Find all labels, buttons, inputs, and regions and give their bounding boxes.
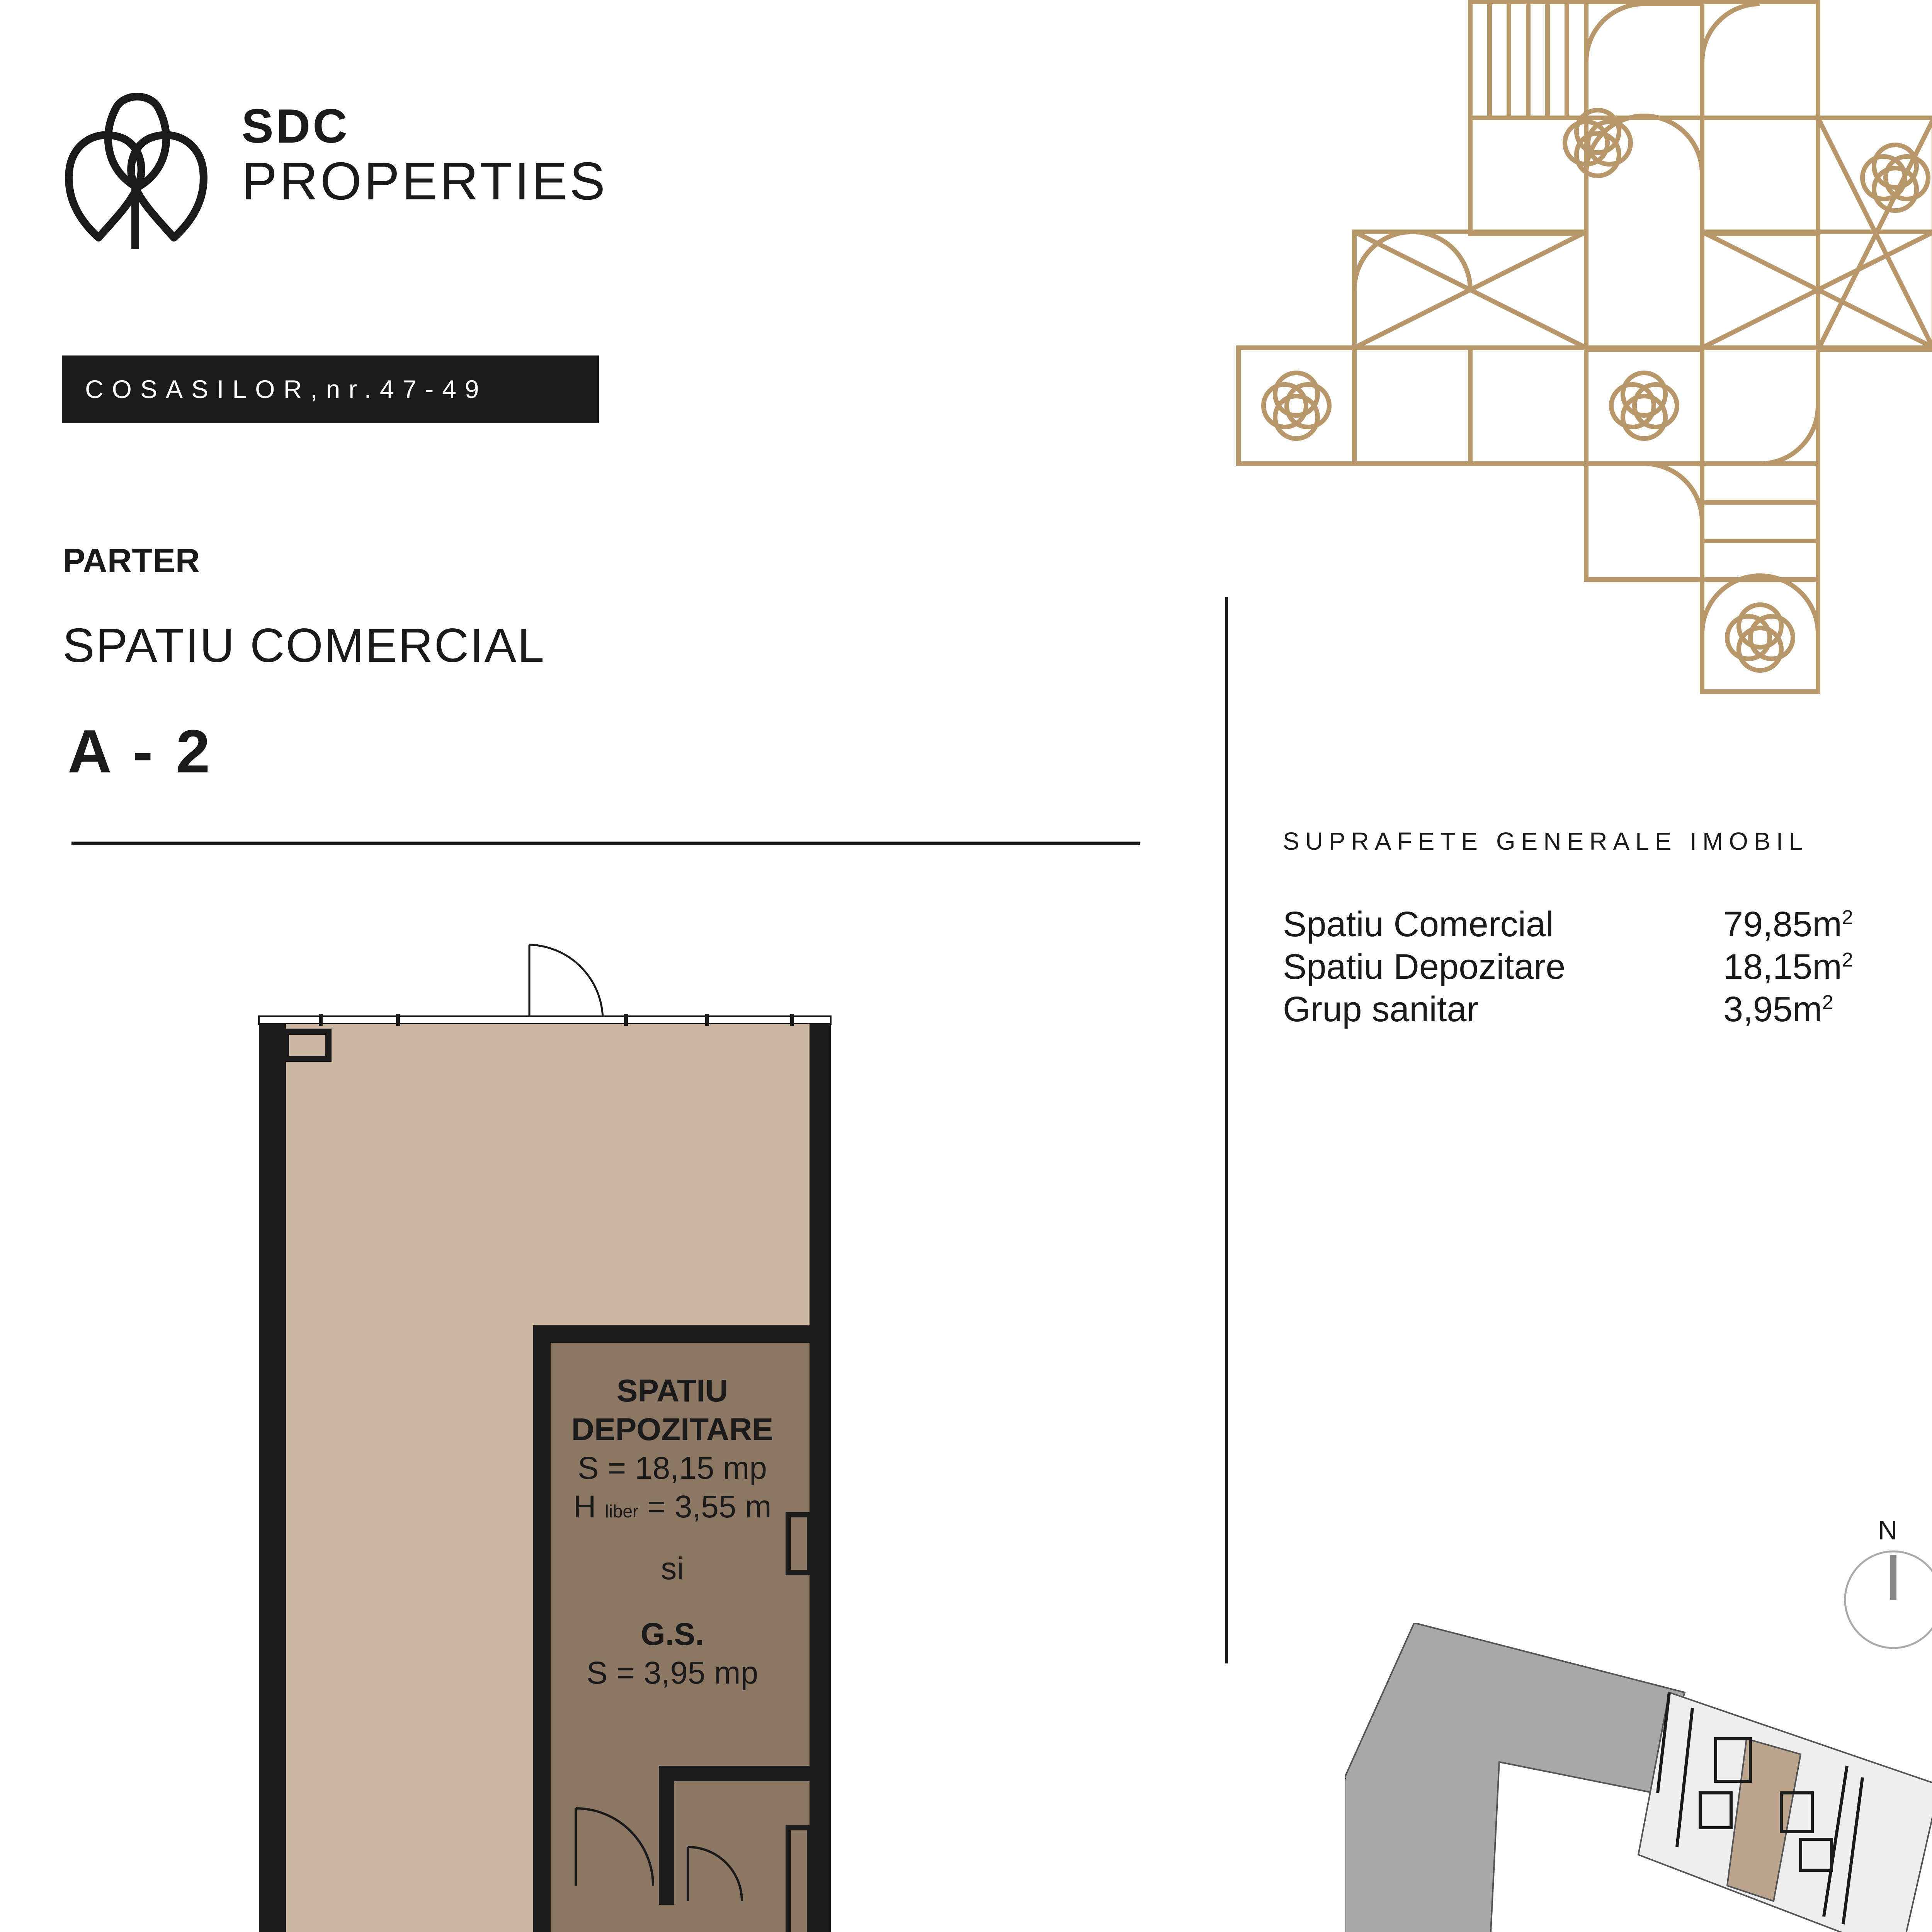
area-row-value: $79,85m^2$ [1723, 905, 1853, 944]
brand-subname: PROPERTIES [242, 151, 608, 211]
decorative-pattern-icon [1235, 0, 1932, 696]
area-row-label: Spatiu Depozitare [1283, 947, 1566, 986]
area-row-label: Grup sanitar [1283, 990, 1479, 1029]
divider-horizontal [71, 842, 1140, 845]
sdc-logo-icon [62, 71, 213, 249]
address-badge: COSASILOR,nr.47-49 [62, 355, 599, 423]
area-row-value: $18,15m^2$ [1723, 947, 1853, 986]
area-row-value: $3,95m^2$ [1723, 990, 1833, 1029]
divider-vertical [1225, 597, 1228, 1663]
floor-plan [216, 943, 893, 1932]
compass-north-label: N [1878, 1515, 1898, 1545]
floor-label: PARTER [63, 541, 200, 580]
areas-title: SUPRAFETE GENERALE IMOBIL [1283, 827, 1809, 855]
storage-name-line1: SPATIU [616, 1373, 728, 1408]
storage-conjunction: si [661, 1551, 684, 1587]
site-plan-icon [1345, 1623, 1932, 1932]
area-row-storage [1283, 947, 1901, 989]
storage-area: S = 18,15 mp [577, 1451, 767, 1486]
space-type-title: SPATIU COMERCIAL [63, 619, 546, 672]
unit-title: A - 2 [68, 718, 213, 786]
wc-area: S = 3,95 mp [586, 1655, 759, 1691]
floor-plan-drawing [216, 943, 893, 1932]
storage-room-label [556, 1372, 788, 1692]
wc-name: G.S. [640, 1617, 704, 1652]
brand-name: SDC [242, 100, 350, 153]
area-row-label: Spatiu Comercial [1283, 905, 1554, 944]
storage-name-line2: DEPOZITARE [571, 1412, 774, 1447]
area-row-commercial [1283, 904, 1901, 947]
storage-height: H liber = 3,55 m [573, 1489, 772, 1525]
area-row-wc [1283, 989, 1901, 1032]
